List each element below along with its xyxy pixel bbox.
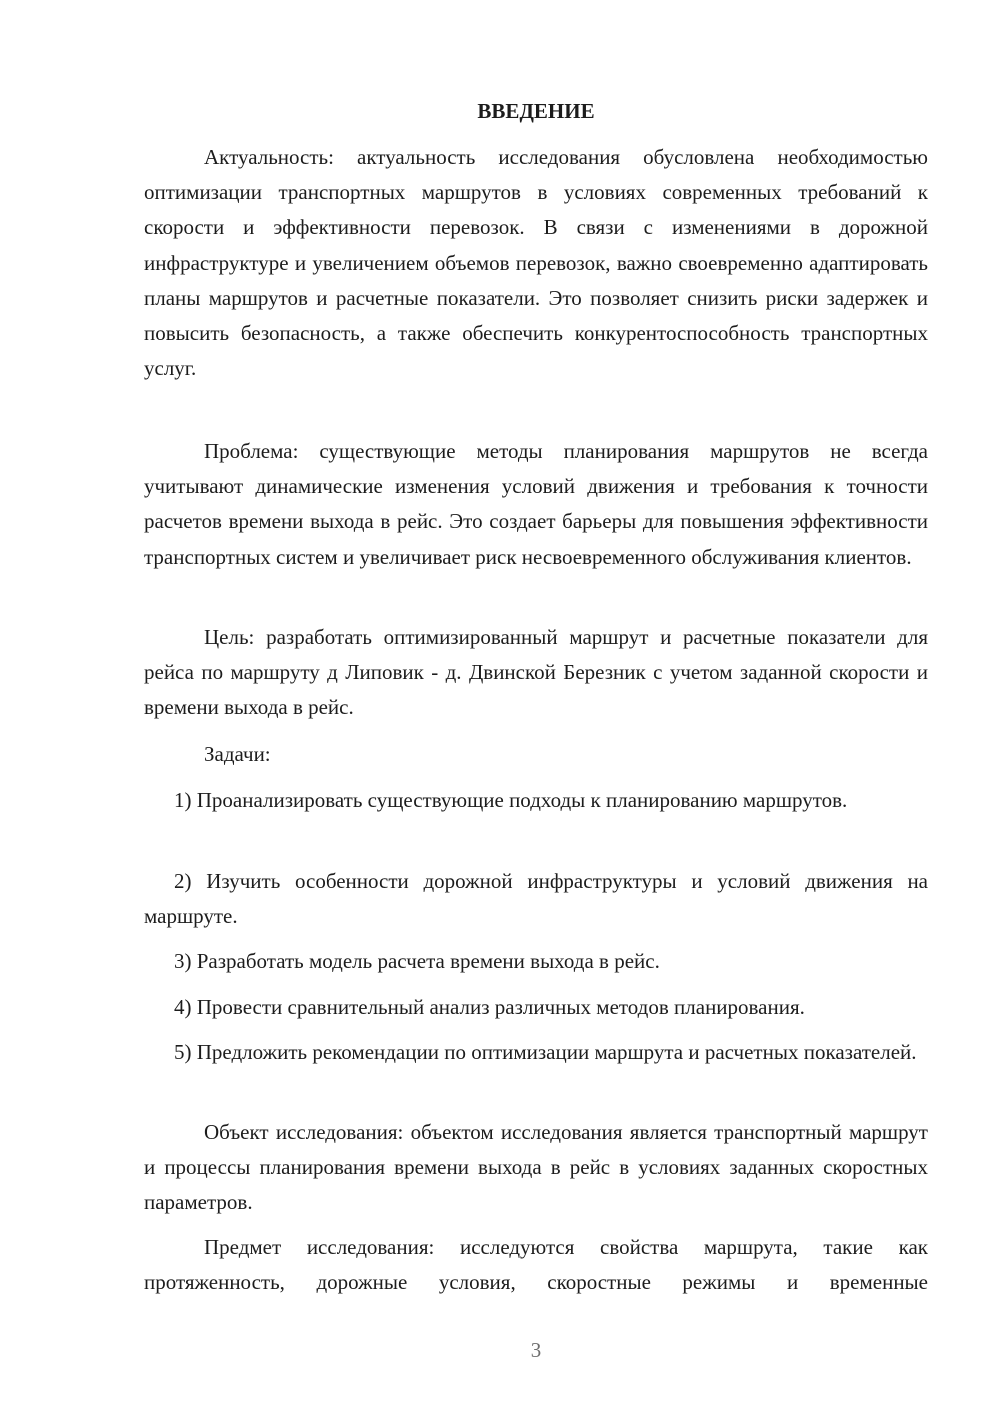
task-item-5: 5) Предложить рекомендации по оптимизации маршрута и расчетных показателей. [174,1040,917,1064]
task-item-4: 4) Провести сравнительный анализ различных методов планирования. [174,995,805,1019]
relevance-paragraph: Актуальность: актуальность исследования обусловлена необходимостью оптимизации транспортных маршрутов в условиях современных требований к скорости и эффективности перевозок. В связи с изменениями в дорожной инфраструктуре и увеличением объемов перевозок, важно своевременно адаптировать планы маршрутов и расчетные показатели. Это позволяет снизить риски задержек и повысить безопасность, а также обеспечить конкурентоспособность транспортных услуг. [144,145,928,381]
goal-paragraph: Цель: разработать оптимизированный маршрут и расчетные показатели для рейса по маршруту д Липовик - д. Двинской Березник с учетом заданной скорости и времени выхода в рейс. [144,625,928,720]
task-item-2: 2) Изучить особенности дорожной инфраструктуры и условий движения на маршруте. [144,869,928,929]
problem-paragraph: Проблема: существующие методы планирования маршрутов не всегда учитывают динамические изменения условий движения и требования к точности расчетов времени выхода в рейс. Это создает барьеры для повышения эффективности транспортных систем и увеличивает риск несвоевременного обслуживания клиентов. [144,439,928,569]
subject-paragraph: Предмет исследования: исследуются свойства маршрута, такие как протяженность, дорожные условия, скоростные режимы и временные [144,1235,928,1295]
task-item-1: 1) Проанализировать существующие подходы к планированию маршрутов. [174,788,848,812]
object-paragraph: Объект исследования: объектом исследования является транспортный маршрут и процессы планирования времени выхода в рейс в условиях заданных скоростных параметров. [144,1120,928,1215]
tasks-heading: Задачи: [204,742,271,766]
section-title: ВВЕДЕНИЕ [477,99,595,123]
page-number: 3 [530,1338,542,1362]
task-item-3: 3) Разработать модель расчета времени выхода в рейс. [174,949,660,973]
